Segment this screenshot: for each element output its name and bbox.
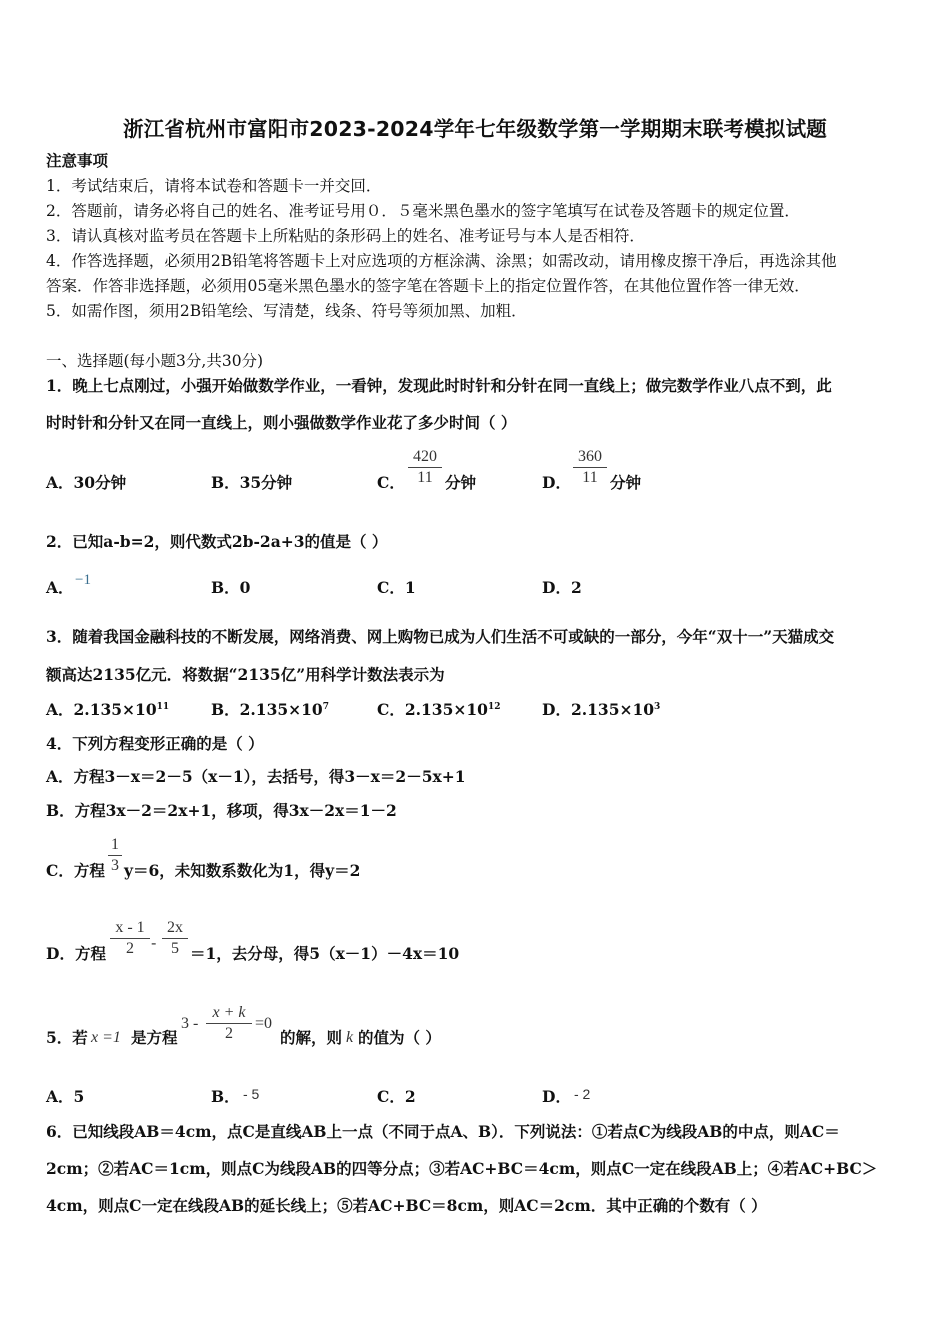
q5-option-b-label: B． (211, 1087, 240, 1106)
q4-option-d-rest: ＝1，去分母，得5（x－1）－4x＝10 (190, 944, 460, 963)
notice-item: 答案．作答非选择题，必须用05毫米黑色墨水的签字笔在答题卡上的指定位置作答，在其他位置作答一律无效． (46, 277, 810, 295)
q5-equation-fraction (206, 1004, 252, 1043)
q1-option-a: A．30分钟 (46, 473, 127, 492)
question-2-stem: 2．已知a-b=2，则代数式2b-2a+3的值是（ ） (46, 532, 388, 551)
q1-option-d-unit: 分钟 (610, 473, 642, 492)
q1-option-d-fraction (573, 448, 607, 487)
q5-solution-equation: x =1 (91, 1029, 121, 1046)
q5-equation-left: 3 - (181, 1015, 199, 1032)
q5-option-b-value: - 5 (243, 1086, 260, 1102)
q5-option-a: A．5 (46, 1087, 85, 1106)
question-3-line: 额高达2135亿元．将数据“2135亿”用科学计数法表示为 (46, 665, 445, 684)
notice-item: 2．答题前，请务必将自己的姓名、准考证号用０．５毫米黑色墨水的签字笔填写在试卷及答题卡的规定位置． (46, 202, 800, 220)
page-title: 浙江省杭州市富阳市2023-2024学年七年级数学第一学期期末联考模拟试题 (122, 117, 828, 141)
q2-option-a-label: A． (46, 578, 74, 597)
section-heading: 一、选择题(每小题3分,共30分) (46, 352, 264, 370)
q4-option-c-label: C．方程 (46, 861, 105, 880)
fraction-numerator: x + k (212, 1004, 246, 1021)
fraction-denominator: 2 (126, 940, 134, 957)
question-1-line: 时时针和分针又在同一直线上，则小强做数学作业花了多少时间（ ） (46, 413, 517, 432)
q1-option-c-unit: 分钟 (445, 473, 477, 492)
fraction-numerator: 1 (111, 836, 119, 853)
q3-option-d: D．$2.135\times 10^3$ (542, 700, 661, 719)
q3-option-a: A．$2.135\times 10^{11}$ (46, 700, 170, 719)
q3-option-c: C．$2.135\times 10^{12}$ (377, 700, 501, 719)
fraction-numerator: x - 1 (115, 919, 145, 936)
q4-option-c-rest: y＝6，未知数系数化为1，得y＝2 (124, 861, 361, 880)
question-6-line: 2cm；②若AC＝1cm，则点C为线段AB的四等分点；③若AC+BC＝4cm，则点C一定在线段AB上；④若AC+BC＞ (46, 1159, 878, 1178)
q4-option-d-label: D．方程 (46, 944, 106, 963)
q1-option-c-fraction (408, 448, 442, 487)
fraction-numerator: 420 (413, 448, 437, 465)
q3-option-b: B．$2.135\times 10^7$ (211, 700, 329, 719)
question-5-post: 的解，则 (280, 1028, 343, 1047)
q4-option-a: A．方程3－x＝2－5（x－1），去括号，得3－x＝2－5x+1 (46, 767, 466, 786)
q4-option-b: B．方程3x－2＝2x+1，移项，得3x－2x＝1－2 (46, 801, 397, 820)
q2-option-c: C．1 (377, 578, 416, 597)
question-4-stem: 4．下列方程变形正确的是（ ） (46, 734, 264, 753)
question-6-line: 6．已知线段AB＝4cm，点C是直线AB上一点（不同于点A、B）．下列说法：①若点C为线段AB的中点，则AC＝ (46, 1122, 840, 1141)
q5-option-c: C．2 (377, 1087, 416, 1106)
notice-item: 4．作答选择题，必须用2B铅笔将答题卡上对应选项的方框涂满、涂黑；如需改动，请用橡皮擦干净后，再选涂其他 (46, 252, 837, 270)
q2-option-d: D．2 (542, 578, 582, 597)
notice-heading: 注意事项 (46, 151, 109, 170)
question-6-line: 4cm，则点C一定在线段AB的延长线上；⑤若AC+BC＝8cm，则AC＝2cm．其中正确的个数有（ ） (46, 1196, 767, 1215)
q1-option-b: B．35分钟 (211, 473, 293, 492)
question-5-end: 的值为（ ） (358, 1028, 441, 1047)
q1-option-c-label: C． (377, 473, 405, 492)
fraction-denominator: 5 (171, 940, 179, 957)
q2-option-a-value: −1 (75, 572, 91, 588)
q5-option-d-value: - 2 (574, 1086, 591, 1102)
notice-item: 5．如需作图，须用2B铅笔绘、写清楚，线条、符号等须加黑、加粗． (46, 302, 527, 320)
q4-option-d-minus: - (151, 933, 157, 952)
q4-option-d-fraction-2 (162, 919, 188, 958)
fraction-denominator: 11 (582, 469, 598, 486)
q5-variable-k: k (346, 1029, 354, 1046)
notice-item: 1．考试结束后，请将本试卷和答题卡一并交回． (46, 177, 382, 195)
q5-option-d-label: D． (542, 1087, 571, 1106)
fraction-numerator: 2x (167, 919, 183, 936)
fraction-denominator: 3 (111, 857, 119, 874)
q2-option-b: B．0 (211, 578, 251, 597)
fraction-denominator: 2 (225, 1025, 233, 1042)
notice-item: 3．请认真核对监考员在答题卡上所粘贴的条形码上的姓名、准考证号与本人是否相符． (46, 227, 645, 245)
q1-option-d-label: D． (542, 473, 571, 492)
question-5-prefix: 5．若 (46, 1028, 88, 1047)
question-3-line: 3．随着我国金融科技的不断发展，网络消费、网上购物已成为人们生活不可或缺的一部分，今年“双十一”天猫成交 (46, 627, 835, 646)
q4-option-c-fraction (108, 836, 122, 875)
fraction-numerator: 360 (578, 448, 602, 465)
q4-option-d-fraction-1 (110, 919, 150, 958)
fraction-denominator: 11 (417, 469, 433, 486)
question-5-middle: 是方程 (131, 1028, 178, 1047)
q5-equation-right: =0 (255, 1015, 273, 1032)
question-1-line: 1．晚上七点刚过，小强开始做数学作业，一看钟，发现此时时针和分针在同一直线上；做完数学作业八点不到，此 (46, 376, 832, 395)
